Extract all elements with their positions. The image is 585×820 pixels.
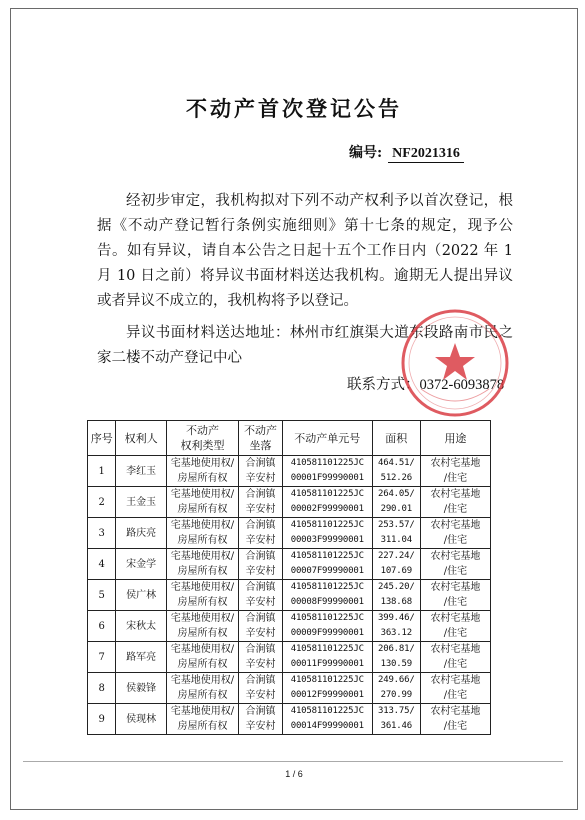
table-cell: 农村宅基地 /住宅 [420, 580, 490, 611]
table-cell: 合涧镇 辛安村 [239, 611, 283, 642]
table-row [88, 549, 491, 580]
table-cell: 6 [88, 611, 116, 642]
table-cell: 410581101225JC 00011F99990001 [282, 642, 372, 673]
table-cell: 2 [88, 487, 116, 518]
table-cell: 410581101225JC 00009F99990001 [282, 611, 372, 642]
table-cell: 农村宅基地 /住宅 [420, 487, 490, 518]
table-cell: 4 [88, 549, 116, 580]
table-header-cell: 权利人 [116, 421, 166, 456]
table-header-cell: 序号 [88, 421, 116, 456]
table-cell: 侯现林 [116, 704, 166, 735]
page-number: 1 / 6 [285, 769, 303, 779]
table-cell: 农村宅基地 /住宅 [420, 456, 490, 487]
table-cell: 3 [88, 518, 116, 549]
table-cell: 农村宅基地 /住宅 [420, 673, 490, 704]
property-table [87, 420, 491, 735]
table-cell: 王金玉 [116, 487, 166, 518]
table-header-cell: 不动产 权利类型 [166, 421, 238, 456]
table-cell: 合涧镇 辛安村 [239, 549, 283, 580]
table-cell: 1 [88, 456, 116, 487]
table-cell: 宅基地使用权/ 房屋所有权 [166, 673, 238, 704]
table-cell: 宅基地使用权/ 房屋所有权 [166, 642, 238, 673]
table-cell: 399.46/ 363.12 [372, 611, 420, 642]
table-cell: 农村宅基地 /住宅 [420, 518, 490, 549]
table-cell: 313.75/ 361.46 [372, 704, 420, 735]
table-cell: 253.57/ 311.04 [372, 518, 420, 549]
table-cell: 宅基地使用权/ 房屋所有权 [166, 611, 238, 642]
table-cell: 464.51/ 512.26 [372, 456, 420, 487]
page-title: 不动产首次登记公告 [186, 97, 402, 121]
table-cell: 8 [88, 673, 116, 704]
table-row [88, 673, 491, 704]
table-cell: 宋秋太 [116, 611, 166, 642]
table-row [88, 642, 491, 673]
table-cell: 农村宅基地 /住宅 [420, 611, 490, 642]
table-cell: 合涧镇 辛安村 [239, 456, 283, 487]
table-header-row [88, 421, 491, 456]
table-cell: 李红玉 [116, 456, 166, 487]
table-cell: 合涧镇 辛安村 [239, 673, 283, 704]
table-cell: 路庆亮 [116, 518, 166, 549]
table-row [88, 518, 491, 549]
table-cell: 249.66/ 270.99 [372, 673, 420, 704]
table-cell: 合涧镇 辛安村 [239, 487, 283, 518]
table-row [88, 456, 491, 487]
table-row [88, 487, 491, 518]
table-cell: 农村宅基地 /住宅 [420, 642, 490, 673]
document-number [349, 142, 464, 163]
table-cell: 410581101225JC 00003F99990001 [282, 518, 372, 549]
table-cell: 合涧镇 辛安村 [239, 580, 283, 611]
table-header-cell: 用途 [420, 421, 490, 456]
table-cell: 侯毅锋 [116, 673, 166, 704]
table-cell: 合涧镇 辛安村 [239, 518, 283, 549]
table-cell: 9 [88, 704, 116, 735]
table-row [88, 611, 491, 642]
contact-phone: 0372-6093878 [419, 377, 505, 393]
table-cell: 410581101225JC 00002F99990001 [282, 487, 372, 518]
table-row [88, 580, 491, 611]
table-cell: 宅基地使用权/ 房屋所有权 [166, 549, 238, 580]
table-cell: 227.24/ 107.69 [372, 549, 420, 580]
objection-address-paragraph: 异议书面材料送达地址：林州市红旗渠大道东段路南市民之家二楼不动产登记中心 [97, 325, 513, 366]
table-cell: 宋金学 [116, 549, 166, 580]
table-cell: 7 [88, 642, 116, 673]
table-row [88, 704, 491, 735]
table-header-cell: 面积 [372, 421, 420, 456]
table-cell: 245.20/ 138.68 [372, 580, 420, 611]
table-cell: 侯广林 [116, 580, 166, 611]
table-cell: 宅基地使用权/ 房屋所有权 [166, 518, 238, 549]
document-number-label: 编号: [349, 145, 383, 161]
table-header-cell: 不动产 坐落 [239, 421, 283, 456]
document-number-value: NF2021316 [388, 146, 464, 163]
table-cell: 410581101225JC 00007F99990001 [282, 549, 372, 580]
table-cell: 410581101225JC 00014F99990001 [282, 704, 372, 735]
contact-label: 联系方式： [347, 377, 420, 393]
table-cell: 410581101225JC 00012F99990001 [282, 673, 372, 704]
table-cell: 宅基地使用权/ 房屋所有权 [166, 580, 238, 611]
table-cell: 206.81/ 130.59 [372, 642, 420, 673]
table-cell: 410581101225JC 00008F99990001 [282, 580, 372, 611]
table-header-cell: 不动产单元号 [282, 421, 372, 456]
table-cell: 农村宅基地 /住宅 [420, 549, 490, 580]
table-cell: 合涧镇 辛安村 [239, 704, 283, 735]
table-cell: 农村宅基地 /住宅 [420, 704, 490, 735]
footer-divider [23, 761, 563, 762]
table-cell: 5 [88, 580, 116, 611]
table-cell: 路军亮 [116, 642, 166, 673]
table-cell: 合涧镇 辛安村 [239, 642, 283, 673]
table-cell: 410581101225JC 00001F99990001 [282, 456, 372, 487]
table-body [88, 456, 491, 735]
table-cell: 264.05/ 290.01 [372, 487, 420, 518]
table-cell: 宅基地使用权/ 房屋所有权 [166, 487, 238, 518]
official-seal-icon [399, 307, 511, 419]
table-cell: 宅基地使用权/ 房屋所有权 [166, 456, 238, 487]
announcement-paragraph: 经初步审定，我机构拟对下列不动产权利予以首次登记，根据《不动产登记暂行条例实施细则》第十七条的规定，现予公告。如有异议，请自本公告之日起十五个工作日内（2022 年 1 月 10 日之前）将异议书面材料送达我机构。逾期无人提出异议或者异议不成立的，我机构将予以登记。 [97, 193, 513, 309]
table-cell: 宅基地使用权/ 房屋所有权 [166, 704, 238, 735]
